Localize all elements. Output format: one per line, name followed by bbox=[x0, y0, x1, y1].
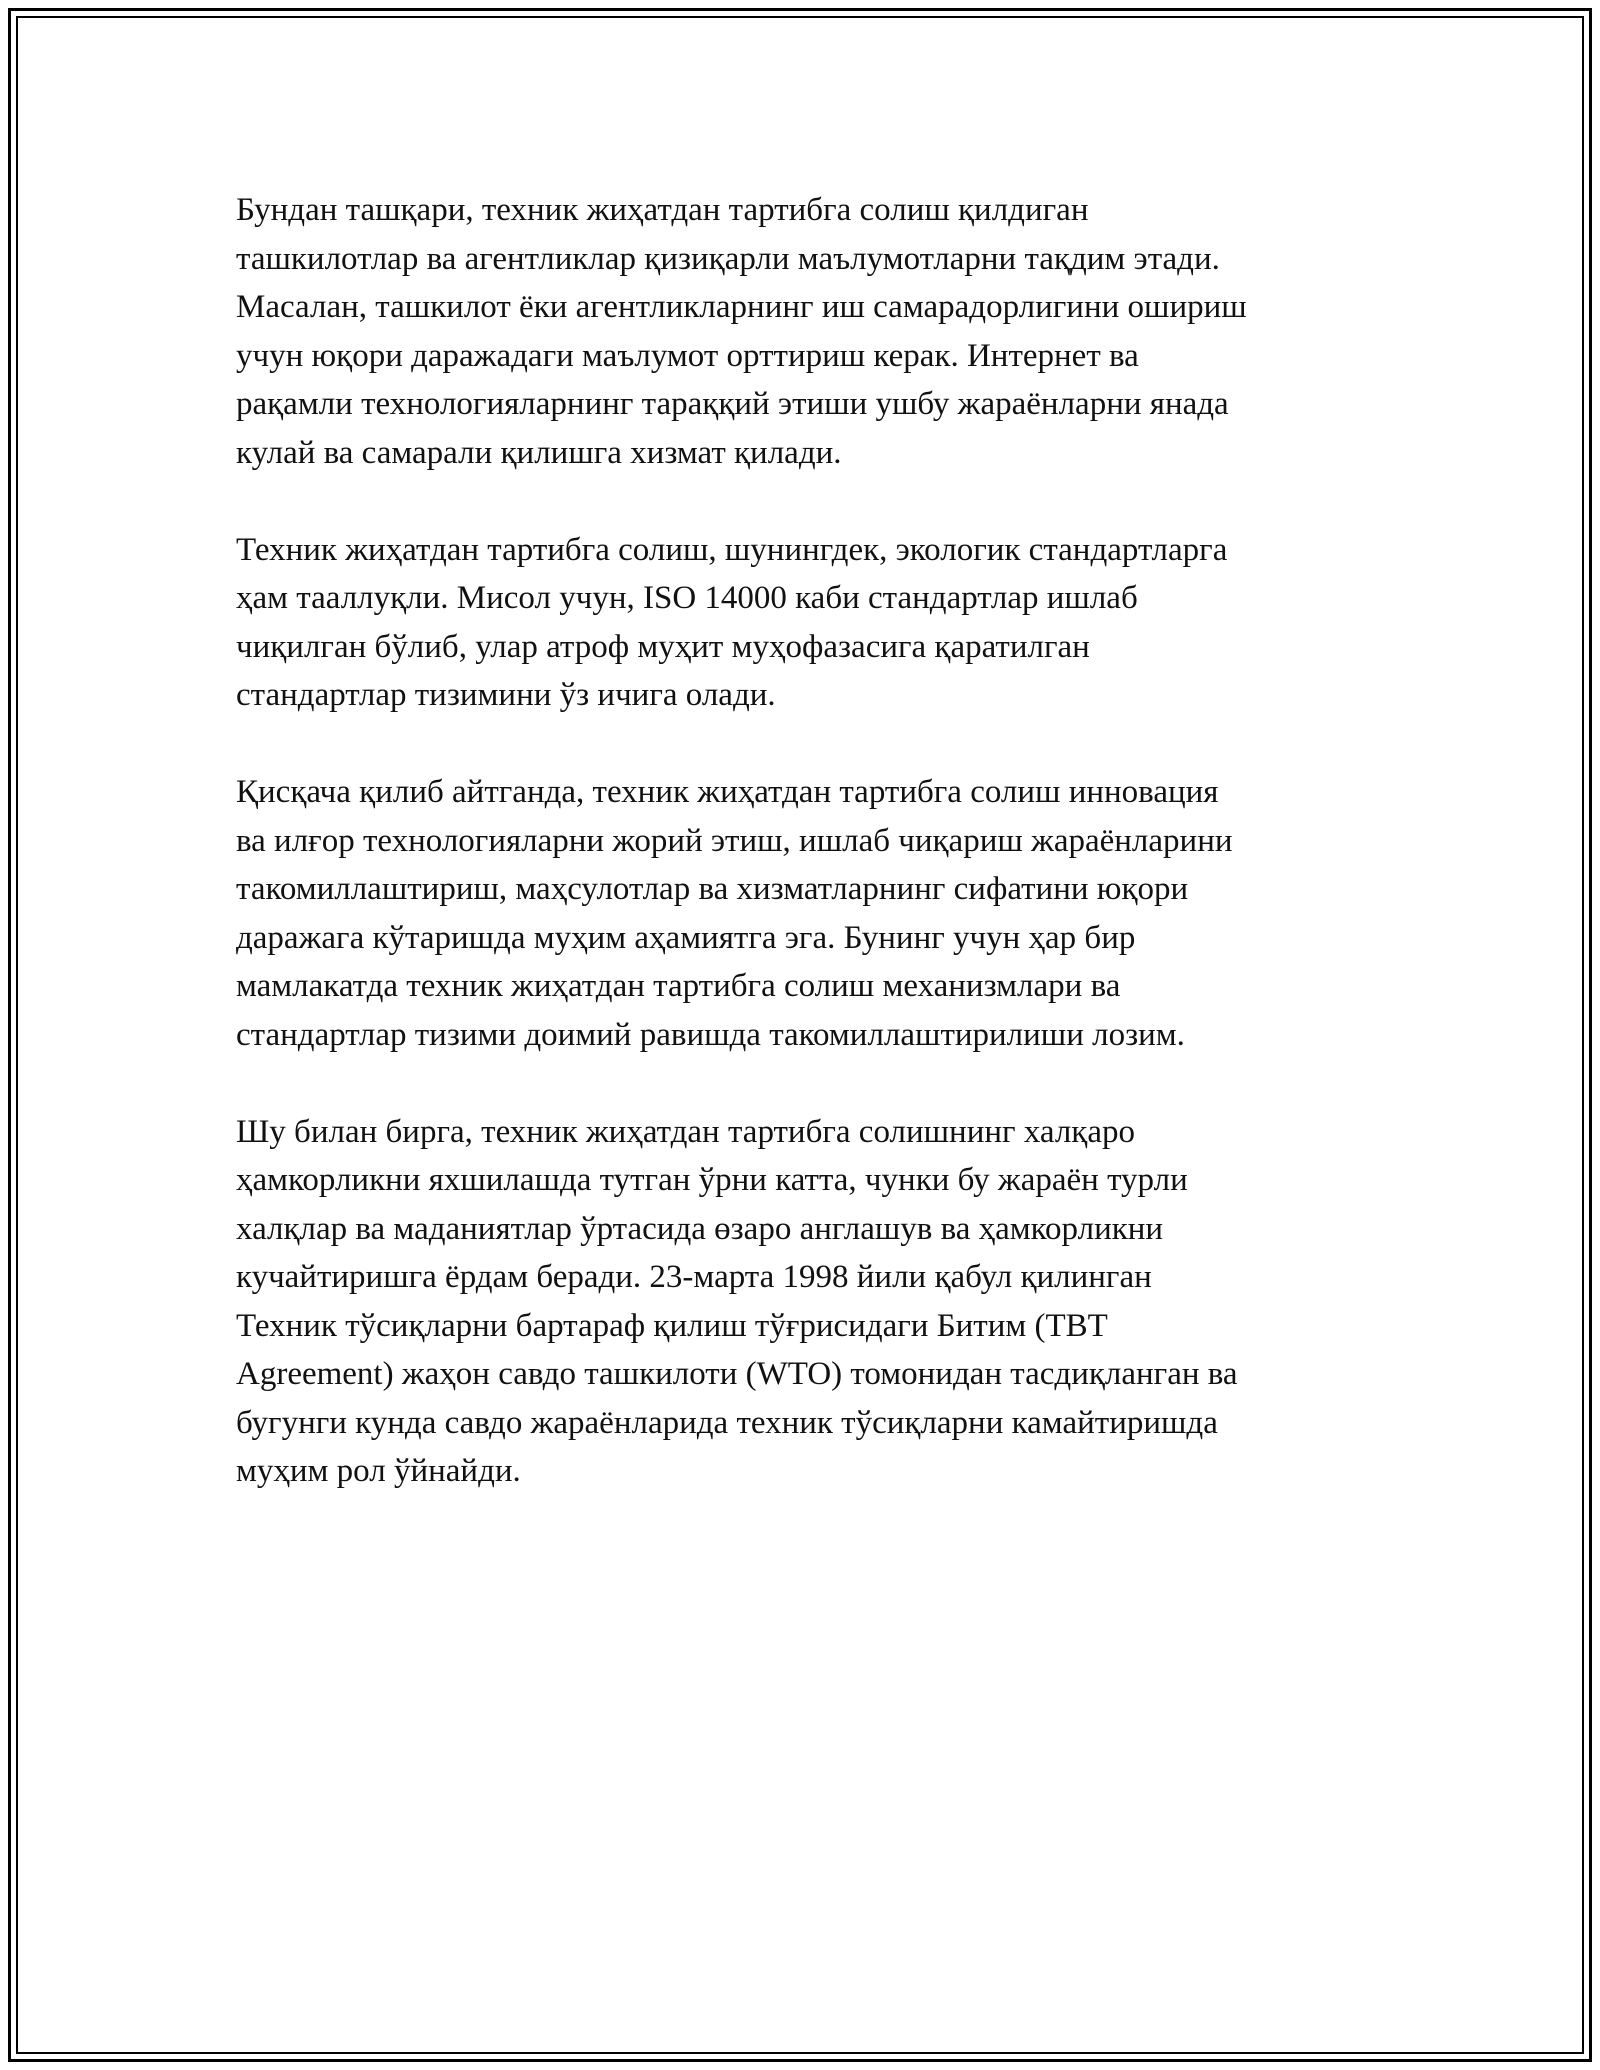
text-line: Техник тўсиқларни бартараф қилиш тўғрисидаги Битим (TBT bbox=[236, 1307, 1108, 1344]
paragraph-4 bbox=[236, 1108, 1366, 1496]
text-line: Шу билан бирга, техник жиҳатдан тартибга солишнинг халқаро bbox=[236, 1113, 1135, 1150]
text-line: даражага кўтаришда муҳим аҳамиятга эга. Бунинг учун ҳар бир bbox=[236, 919, 1136, 956]
text-line: чиқилган бўлиб, улар атроф муҳит муҳофазасига қаратилган bbox=[236, 628, 1090, 665]
paragraph-1 bbox=[236, 186, 1366, 477]
text-line: Қисқача қилиб айтганда, техник жиҳатдан тартибга солиш инновация bbox=[236, 774, 1219, 810]
text-line: халқлар ва маданиятлар ўртасида өзаро англашув ва ҳамкорликни bbox=[236, 1210, 1164, 1247]
text-line: стандартлар тизимини ўз ичига олади. bbox=[236, 677, 776, 713]
text-line: ҳамкорликни яхшилашда тутган ўрни катта, чунки бу жараён турли bbox=[236, 1162, 1188, 1198]
text-line: Масалан, ташкилот ёки агентликларнинг иш самарадорлигини ошириш bbox=[236, 289, 1247, 325]
text-line: бугунги кунда савдо жараёнларида техник тўсиқларни камайтиришда bbox=[236, 1404, 1218, 1441]
text-line: Agreement) жаҳон савдо ташкилоти (WTO) томонидан тасдиқланган ва bbox=[236, 1356, 1238, 1392]
text-line: муҳим рол ўйнайди. bbox=[236, 1453, 521, 1489]
text-line: ва илғор технологияларни жорий этиш, ишлаб чиқариш жараёнларини bbox=[236, 822, 1233, 859]
text-line: Бундан ташқари, техник жиҳатдан тартибга солиш қилдиган bbox=[236, 192, 1089, 228]
text-line: ҳам тааллуқли. Мисол учун, ISO 14000 каби стандартлар ишлаб bbox=[236, 580, 1138, 616]
text-line: рақамли технологияларнинг тараққий этиши ушбу жараёнларни янада bbox=[236, 386, 1229, 422]
paragraph-2 bbox=[236, 526, 1366, 720]
document-body bbox=[236, 186, 1366, 1544]
text-line: кулай ва самарали қилишга хизмат қилади. bbox=[236, 434, 842, 471]
text-line: мамлакатда техник жиҳатдан тартибга солиш механизмлари ва bbox=[236, 968, 1121, 1004]
text-line: учун юқори даражадаги маълумот орттириш керак. Интернет ва bbox=[236, 337, 1139, 374]
text-line: Техник жиҳатдан тартибга солиш, шунингдек, экологик стандартларга bbox=[236, 531, 1228, 568]
text-line: ташкилотлар ва агентликлар қизиқарли маълумотларни тақдим этади. bbox=[236, 240, 1220, 277]
text-line: кучайтиришга ёрдам беради. 23-марта 1998 йили қабул қилинган bbox=[236, 1259, 1152, 1295]
paragraph-3 bbox=[236, 768, 1366, 1059]
text-line: такомиллаштириш, маҳсулотлар ва хизматларнинг сифатини юқори bbox=[236, 871, 1189, 907]
text-line: стандартлар тизими доимий равишда такомиллаштирилиши лозим. bbox=[236, 1016, 1185, 1053]
